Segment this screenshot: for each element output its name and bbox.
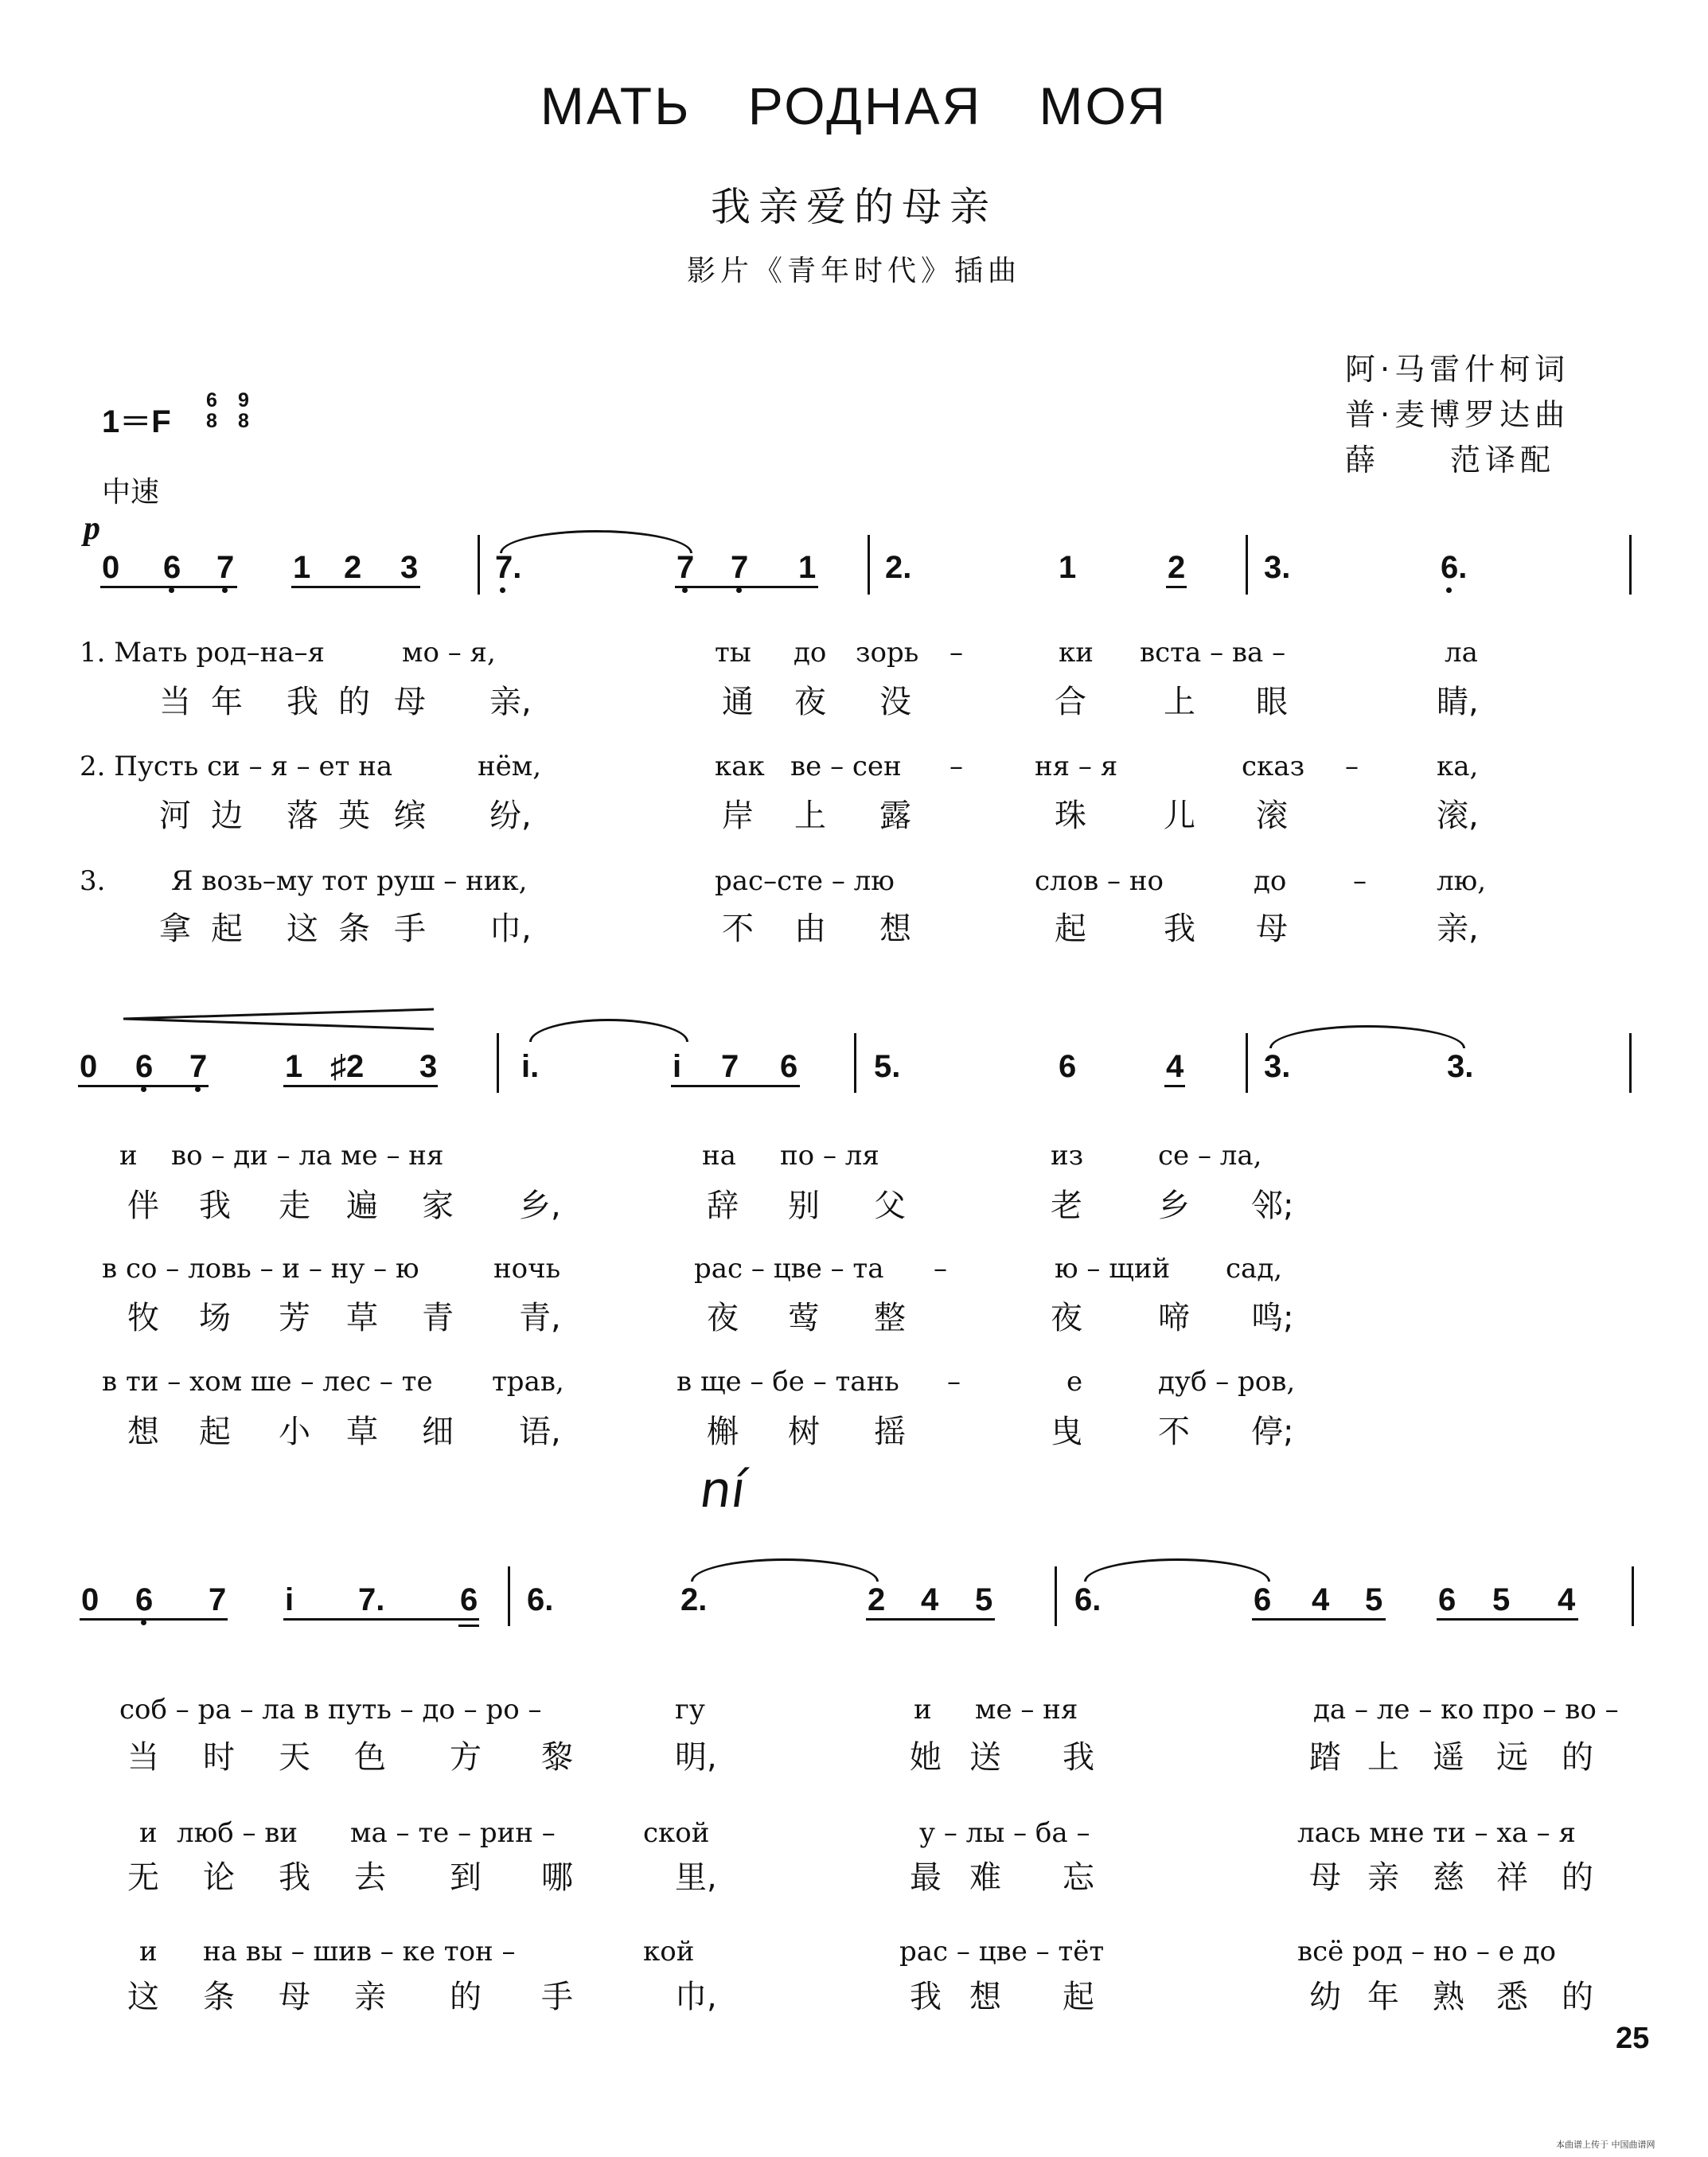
beam-line bbox=[1252, 1618, 1386, 1621]
lyric-cn: 岸 bbox=[722, 798, 754, 834]
note: 4 bbox=[1312, 1582, 1330, 1617]
beam-line bbox=[671, 1085, 800, 1087]
tie bbox=[691, 1558, 879, 1582]
lyric-ru: се – ла, bbox=[1158, 1140, 1262, 1172]
time-signature-6-8: 6 8 bbox=[206, 389, 217, 432]
lyric-cn: 不 bbox=[1158, 1414, 1190, 1450]
lyric-cn: 场 bbox=[199, 1300, 231, 1336]
lyric-cn: 的 bbox=[1562, 1979, 1593, 2015]
bar-line bbox=[497, 1033, 499, 1093]
note: 6 bbox=[135, 1049, 154, 1084]
note: 0 bbox=[102, 550, 120, 585]
lyric-cn: 她 bbox=[910, 1739, 942, 1776]
bar-line bbox=[1055, 1566, 1057, 1626]
lyric-cn: 由 bbox=[794, 911, 826, 947]
lyric-cn: 缤 bbox=[394, 798, 426, 834]
lyric-cn: 母 bbox=[279, 1979, 310, 2015]
note: 6 bbox=[780, 1049, 798, 1084]
key-signature: 1＝F bbox=[102, 404, 171, 439]
lyric-cn: 我 bbox=[910, 1979, 942, 2015]
note: 5 bbox=[1492, 1582, 1511, 1617]
lyric-ru: до bbox=[794, 637, 827, 669]
lyric-ru: – bbox=[950, 751, 963, 782]
lyric-cn: 别 bbox=[788, 1188, 820, 1224]
lyric-cn: 到 bbox=[450, 1859, 482, 1896]
lyric-cn: 巾, bbox=[675, 1979, 717, 2015]
lyric-cn: 远 bbox=[1496, 1739, 1528, 1776]
lyric-ru: зорь bbox=[856, 637, 919, 669]
note: 7 bbox=[731, 550, 749, 585]
lyric-cn: 河 bbox=[159, 798, 191, 834]
lyric-ru: 1. Мать род–на–я bbox=[80, 637, 326, 669]
lyric-ru: гу bbox=[675, 1694, 705, 1726]
lyric-cn: 小 bbox=[279, 1414, 310, 1450]
bar-line bbox=[1246, 1033, 1248, 1093]
lyric-ru: – bbox=[950, 637, 963, 669]
lyric-ru: 3. bbox=[80, 865, 106, 897]
note: 1 bbox=[285, 1049, 303, 1084]
handwritten-annotation: ní bbox=[696, 1461, 750, 1519]
lyric-cn: 时 bbox=[203, 1739, 235, 1776]
lyric-cn: 年 bbox=[211, 684, 243, 720]
lyric-ru: ты bbox=[715, 637, 751, 669]
note: 7. bbox=[358, 1582, 385, 1617]
beam-line bbox=[283, 1618, 479, 1621]
bar-line bbox=[1246, 535, 1248, 595]
lower-octave-dot bbox=[500, 587, 505, 593]
note: 2. bbox=[680, 1582, 708, 1617]
lyric-cn: 这 bbox=[127, 1979, 159, 2015]
lyric-ru: мо – я, bbox=[402, 637, 496, 669]
lyric-cn: 亲 bbox=[1367, 1859, 1399, 1896]
note: 7. bbox=[495, 550, 522, 585]
page-number: 25 bbox=[1616, 2022, 1650, 2055]
lyric-ru: ки bbox=[1059, 637, 1094, 669]
lyric-cn: 哪 bbox=[541, 1859, 573, 1896]
note: 6 bbox=[1254, 1582, 1272, 1617]
note: 1 bbox=[798, 550, 817, 585]
note: 7 bbox=[216, 550, 235, 585]
lyric-cn: 青, bbox=[519, 1300, 561, 1336]
lyric-cn: 慈 bbox=[1433, 1859, 1464, 1896]
dynamic-marking: p bbox=[84, 510, 100, 547]
lyric-cn: 滚 bbox=[1256, 798, 1288, 834]
lyric-cn: 夜 bbox=[707, 1300, 739, 1336]
lyric-cn: 母 bbox=[394, 684, 426, 720]
note: 2. bbox=[885, 550, 912, 585]
lyric-ru: в ще – бе – тань bbox=[677, 1366, 899, 1398]
title-chinese: 我亲爱的母亲 bbox=[711, 184, 997, 230]
tempo-marking: 中速 bbox=[102, 476, 160, 509]
lyric-cn: 啼 bbox=[1158, 1300, 1190, 1336]
lyric-ru: ла bbox=[1445, 637, 1478, 669]
bar-line bbox=[1632, 1566, 1634, 1626]
note: 4 bbox=[1558, 1582, 1576, 1617]
lyric-ru: рас – цве – та bbox=[694, 1253, 884, 1285]
note: 5 bbox=[975, 1582, 993, 1617]
lyric-ru: лю, bbox=[1437, 865, 1487, 897]
lyric-ru: сад, bbox=[1226, 1253, 1283, 1285]
lyric-cn: 的 bbox=[1562, 1739, 1593, 1776]
composer-credit: 普·麦博罗达曲 bbox=[1345, 397, 1570, 432]
translator-credit: 薛 范译配 bbox=[1345, 443, 1556, 478]
lyric-cn: 巾, bbox=[489, 911, 532, 947]
beam-line bbox=[78, 1085, 209, 1087]
note: 3. bbox=[1447, 1049, 1474, 1084]
lyric-cn: 亲, bbox=[489, 684, 532, 720]
lyric-cn: 曳 bbox=[1051, 1414, 1082, 1450]
note: 0 bbox=[80, 1049, 98, 1084]
bar-line bbox=[1629, 1033, 1632, 1093]
lyric-ru: – bbox=[947, 1366, 961, 1398]
lyric-ru: сказ bbox=[1242, 751, 1305, 782]
title-russian: МАТЬ РОДНАЯ МОЯ bbox=[540, 76, 1168, 135]
lyric-ru: из bbox=[1051, 1140, 1084, 1172]
lyric-cn: 熟 bbox=[1433, 1979, 1464, 2015]
lyric-ru: на bbox=[702, 1140, 736, 1172]
lyric-ru: – bbox=[1345, 751, 1359, 782]
lyric-cn: 落 bbox=[287, 798, 318, 834]
note: 3 bbox=[419, 1049, 438, 1084]
crescendo-hairpin bbox=[119, 1007, 438, 1032]
lyric-cn: 边 bbox=[211, 798, 243, 834]
lyric-cn: 遥 bbox=[1433, 1739, 1464, 1776]
lyric-ru: ве – сен bbox=[790, 751, 902, 782]
lower-octave-dot bbox=[682, 587, 688, 593]
beam-line bbox=[1437, 1618, 1578, 1621]
lyric-ru: ской bbox=[643, 1817, 710, 1849]
lyric-cn: 辞 bbox=[707, 1188, 739, 1224]
note: 6 bbox=[135, 1582, 154, 1617]
lyric-ru: ме – ня bbox=[975, 1694, 1078, 1726]
lyric-ru: рас – цве – тёт bbox=[899, 1936, 1105, 1968]
lyric-ru: ка, bbox=[1437, 751, 1479, 782]
lyric-cn: 语, bbox=[519, 1414, 561, 1450]
lyric-cn: 亲 bbox=[354, 1979, 386, 2015]
lyric-ru: трав, bbox=[492, 1366, 564, 1398]
lyric-cn: 上 bbox=[1367, 1739, 1399, 1776]
lyric-ru: и bbox=[139, 1936, 158, 1968]
underline bbox=[1166, 586, 1187, 588]
lyric-cn: 不 bbox=[722, 911, 754, 947]
bar-line bbox=[868, 535, 870, 595]
lyric-ru: нём, bbox=[478, 751, 542, 782]
lyric-cn: 起 bbox=[199, 1414, 231, 1450]
lyric-cn: 条 bbox=[203, 1979, 235, 2015]
lyric-ru: рас–сте – лю bbox=[715, 865, 895, 897]
lyric-cn: 忘 bbox=[1063, 1859, 1094, 1896]
lyric-ru: во – ди – ла ме – ня bbox=[171, 1140, 444, 1172]
lyric-cn: 年 bbox=[1367, 1979, 1399, 2015]
lyric-ru: в со – ловь – и – ну – ю bbox=[102, 1253, 419, 1285]
lyric-cn: 方 bbox=[450, 1739, 482, 1776]
lyric-cn: 手 bbox=[394, 911, 426, 947]
lyric-cn: 想 bbox=[969, 1979, 1001, 2015]
lyric-cn: 邻; bbox=[1251, 1188, 1294, 1224]
lower-octave-dot bbox=[169, 587, 174, 593]
bar-line bbox=[478, 535, 480, 595]
tie bbox=[529, 1019, 688, 1042]
lyric-ru: всё род – но – е до bbox=[1297, 1936, 1556, 1968]
lyric-cn: 无 bbox=[127, 1859, 159, 1896]
tie bbox=[1269, 1025, 1465, 1048]
lyric-cn: 我 bbox=[279, 1859, 310, 1896]
note: 2 bbox=[868, 1582, 886, 1617]
note: 0 bbox=[81, 1582, 99, 1617]
lyric-ru: ма – те – рин – bbox=[350, 1817, 556, 1849]
footer-watermark: 本曲谱上传于 中国曲谱网 bbox=[1556, 2139, 1655, 2150]
lyric-cn: 鸣; bbox=[1251, 1300, 1294, 1336]
lyric-cn: 当 bbox=[159, 684, 191, 720]
lyric-ru: и bbox=[119, 1140, 138, 1172]
lyric-cn: 通 bbox=[722, 684, 754, 720]
lower-octave-dot bbox=[222, 587, 228, 593]
note: 7 bbox=[209, 1582, 227, 1617]
lyric-cn: 的 bbox=[450, 1979, 482, 2015]
lyric-ru: в ти – хом ше – лес – те bbox=[102, 1366, 433, 1398]
note: 2 bbox=[344, 550, 362, 585]
lyric-cn: 停; bbox=[1251, 1414, 1294, 1450]
lyric-cn: 芳 bbox=[279, 1300, 310, 1336]
beam-line bbox=[100, 586, 237, 588]
lyric-cn: 我 bbox=[287, 684, 318, 720]
note: 6. bbox=[527, 1582, 554, 1617]
lower-octave-dot bbox=[1446, 587, 1452, 593]
note: 6. bbox=[1441, 550, 1468, 585]
note: i bbox=[673, 1049, 682, 1084]
lyric-ru: е bbox=[1067, 1366, 1083, 1398]
lyric-ru: – bbox=[934, 1253, 947, 1285]
lyric-ru: Я возь–му тот руш – ник, bbox=[171, 865, 528, 897]
note: i bbox=[285, 1582, 294, 1617]
lyric-cn: 英 bbox=[338, 798, 370, 834]
note: 3. bbox=[1264, 1049, 1291, 1084]
lyricist-credit: 阿·马雷什柯词 bbox=[1345, 352, 1570, 387]
lyric-cn: 手 bbox=[541, 1979, 573, 2015]
lyric-cn: 送 bbox=[969, 1739, 1001, 1776]
lyric-cn: 亲, bbox=[1437, 911, 1479, 947]
bar-line bbox=[854, 1033, 856, 1093]
underline bbox=[1164, 1085, 1185, 1087]
lyric-cn: 滚, bbox=[1437, 798, 1479, 834]
beam-line bbox=[458, 1625, 479, 1627]
lyric-cn: 珠 bbox=[1055, 798, 1086, 834]
lyric-ru: до bbox=[1254, 865, 1287, 897]
note: 4 bbox=[921, 1582, 939, 1617]
lyric-cn: 起 bbox=[1055, 911, 1086, 947]
lower-octave-dot bbox=[736, 587, 742, 593]
note: 5 bbox=[1365, 1582, 1383, 1617]
lyric-cn: 难 bbox=[969, 1859, 1001, 1896]
lyric-cn: 论 bbox=[203, 1859, 235, 1896]
lyric-cn: 拿 bbox=[159, 911, 191, 947]
lyric-cn: 黎 bbox=[541, 1739, 573, 1776]
lyric-cn: 树 bbox=[788, 1414, 820, 1450]
lyric-ru: 2. Пусть си – я – ет на bbox=[80, 751, 393, 782]
note: 7 bbox=[721, 1049, 739, 1084]
subtitle: 影片《青年时代》插曲 bbox=[686, 255, 1021, 287]
lyric-cn: 色 bbox=[354, 1739, 386, 1776]
lyric-cn: 牧 bbox=[127, 1300, 159, 1336]
lyric-cn: 去 bbox=[354, 1859, 386, 1896]
lyric-cn: 我 bbox=[199, 1188, 231, 1224]
lyric-cn: 祥 bbox=[1496, 1859, 1528, 1896]
beam-line bbox=[283, 1085, 438, 1087]
lyric-ru: как bbox=[715, 751, 765, 782]
lyric-cn: 我 bbox=[1063, 1739, 1094, 1776]
tie bbox=[1084, 1558, 1270, 1582]
note: 7 bbox=[677, 550, 695, 585]
lyric-ru: – bbox=[1353, 865, 1367, 897]
lyric-cn: 起 bbox=[211, 911, 243, 947]
lyric-cn: 里, bbox=[675, 1859, 717, 1896]
lyric-ru: и bbox=[139, 1817, 158, 1849]
lyric-cn: 上 bbox=[794, 798, 826, 834]
bar-line bbox=[1629, 535, 1632, 595]
lyric-cn: 儿 bbox=[1164, 798, 1195, 834]
lyric-ru: вста – ва – bbox=[1140, 637, 1286, 669]
lyric-cn: 想 bbox=[879, 911, 911, 947]
lyric-cn: 伴 bbox=[127, 1188, 159, 1224]
lyric-cn: 条 bbox=[338, 911, 370, 947]
lyric-ru: слов – но bbox=[1035, 865, 1164, 897]
note: 5. bbox=[874, 1049, 901, 1084]
lyric-cn: 父 bbox=[874, 1188, 906, 1224]
note: 6 bbox=[1059, 1049, 1077, 1084]
lyric-cn: 我 bbox=[1164, 911, 1195, 947]
lyric-ru: люб – ви bbox=[177, 1817, 298, 1849]
note: 1 bbox=[1059, 550, 1077, 585]
lyric-cn: 莺 bbox=[788, 1300, 820, 1336]
note: 6. bbox=[1074, 1582, 1102, 1617]
lyric-cn: 没 bbox=[879, 684, 911, 720]
beam-line bbox=[291, 586, 420, 588]
lyric-cn: 露 bbox=[879, 798, 911, 834]
note: 2 bbox=[1168, 550, 1186, 585]
lyric-cn: 想 bbox=[127, 1414, 159, 1450]
lyric-cn: 踏 bbox=[1309, 1739, 1341, 1776]
lyric-ru: соб – ра – ла в путь – до – ро – bbox=[119, 1694, 542, 1726]
lyric-cn: 起 bbox=[1063, 1979, 1094, 2015]
beam-line bbox=[675, 586, 818, 588]
lyric-cn: 睛, bbox=[1437, 684, 1479, 720]
lyric-ru: и bbox=[914, 1694, 932, 1726]
note: 7 bbox=[189, 1049, 208, 1084]
lyric-cn: 夜 bbox=[794, 684, 826, 720]
lyric-cn: 眼 bbox=[1256, 684, 1288, 720]
lyric-ru: да – ле – ко про – во – bbox=[1313, 1694, 1619, 1726]
lyric-cn: 这 bbox=[287, 911, 318, 947]
lyric-cn: 摇 bbox=[874, 1414, 906, 1450]
lyric-ru: по – ля bbox=[780, 1140, 879, 1172]
bar-line bbox=[508, 1566, 510, 1626]
lyric-cn: 当 bbox=[127, 1739, 159, 1776]
note: 6 bbox=[460, 1582, 478, 1617]
lyric-ru: ня – я bbox=[1035, 751, 1118, 782]
lyric-cn: 纷, bbox=[489, 798, 532, 834]
lyric-cn: 母 bbox=[1309, 1859, 1341, 1896]
note: 3. bbox=[1264, 550, 1291, 585]
lyric-ru: на вы – шив – ке тон – bbox=[203, 1936, 516, 1968]
tie bbox=[500, 530, 692, 553]
lyric-cn: 细 bbox=[422, 1414, 454, 1450]
lower-octave-dot bbox=[141, 1086, 146, 1092]
lyric-cn: 的 bbox=[1562, 1859, 1593, 1896]
lyric-ru: у – лы – ба – bbox=[919, 1817, 1090, 1849]
lower-octave-dot bbox=[141, 1620, 146, 1625]
beam-line bbox=[866, 1618, 995, 1621]
lyric-cn: 草 bbox=[346, 1300, 378, 1336]
beam-line bbox=[80, 1618, 228, 1621]
lyric-cn: 幼 bbox=[1309, 1979, 1341, 2015]
lyric-ru: ю – щий bbox=[1055, 1253, 1171, 1285]
lyric-cn: 的 bbox=[338, 684, 370, 720]
lyric-ru: ночь bbox=[493, 1253, 561, 1285]
lyric-cn: 乡, bbox=[519, 1188, 561, 1224]
lyric-ru: дуб – ров, bbox=[1158, 1366, 1296, 1398]
note: 1 bbox=[293, 550, 311, 585]
lyric-cn: 走 bbox=[279, 1188, 310, 1224]
lyric-cn: 家 bbox=[422, 1188, 454, 1224]
lyric-cn: 上 bbox=[1164, 684, 1195, 720]
note: 6 bbox=[163, 550, 181, 585]
lyric-ru: кой bbox=[643, 1936, 695, 1968]
lyric-cn: 乡 bbox=[1158, 1188, 1190, 1224]
lyric-cn: 夜 bbox=[1051, 1300, 1082, 1336]
note: i. bbox=[521, 1049, 540, 1084]
lower-octave-dot bbox=[195, 1086, 201, 1092]
lyric-cn: 最 bbox=[910, 1859, 942, 1896]
lyric-cn: 悉 bbox=[1496, 1979, 1528, 2015]
note: 3 bbox=[400, 550, 419, 585]
lyric-cn: 合 bbox=[1055, 684, 1086, 720]
lyric-cn: 青 bbox=[422, 1300, 454, 1336]
lyric-cn: 槲 bbox=[707, 1414, 739, 1450]
lyric-cn: 草 bbox=[346, 1414, 378, 1450]
lyric-cn: 母 bbox=[1256, 911, 1288, 947]
lyric-ru: лась мне ти – ха – я bbox=[1297, 1817, 1576, 1849]
lyric-cn: 天 bbox=[279, 1739, 310, 1776]
lyric-cn: 遍 bbox=[346, 1188, 378, 1224]
lyric-cn: 整 bbox=[874, 1300, 906, 1336]
note: 6 bbox=[1438, 1582, 1456, 1617]
lyric-cn: 老 bbox=[1051, 1188, 1082, 1224]
note: 4 bbox=[1166, 1049, 1184, 1084]
time-signature-9-8: 9 8 bbox=[238, 389, 249, 432]
lyric-cn: 明, bbox=[675, 1739, 717, 1776]
note: ♯2 bbox=[330, 1049, 365, 1084]
